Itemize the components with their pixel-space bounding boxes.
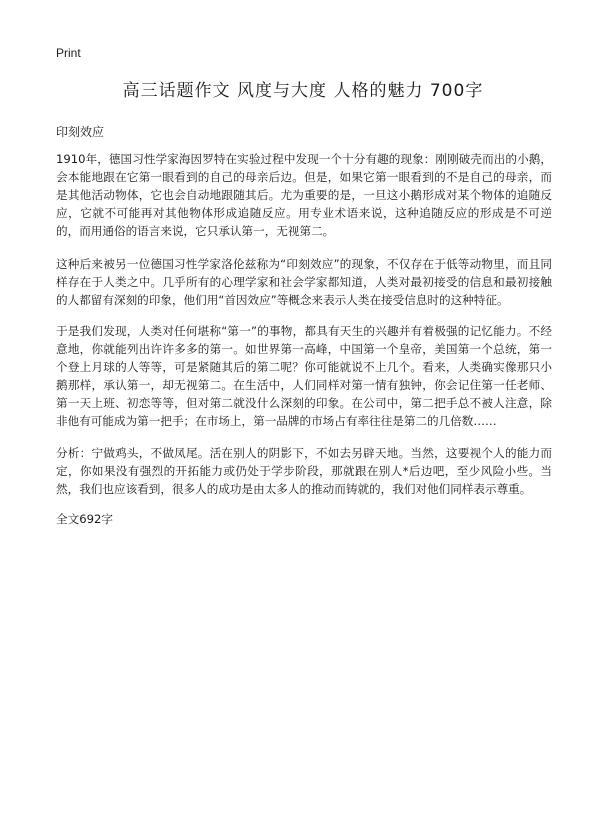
article-body bbox=[56, 150, 552, 527]
word-count: 全文692字 bbox=[56, 512, 113, 526]
analysis-paragraph: 分析：宁做鸡头，不做凤尾。活在别人的阴影下，不如去另辟天地。当然，这要视个人的能力而定，你如果没有强烈的开拓能力或仍处于学步阶段，那就跟在别人*后边吧，至少风险小些。当然，我们也应该看到，很多人的成功是由太多人的推动而铸就的，我们对他们同样表示尊重。 bbox=[56, 446, 552, 496]
paragraph: 于是我们发现，人类对任何堪称“第一”的事物，都具有天生的兴趣并有着极强的记忆能力。不经意地，你就能列出许许多多的第一。如世界第一高峰，中国第一个皇帝，美国第一个总统，第一个登上月球的人等等，可是紧随其后的第二呢？你可能就说不上几个。看来，人类确实像那只小鹅那样，承认第一，却无视第二。在生活中，人们同样对第一情有独钟，你会记住第一任老师、第一天上班、初恋等等，但对第二就没什么深刻的印象。在公司中，第二把手总不被人注意，除非他有可能成为第一把手；在市场上，第一品牌的市场占有率往往是第二的几倍数…… bbox=[56, 324, 552, 428]
paragraph: 这种后来被另一位德国习性学家洛伦兹称为“印刻效应”的现象，不仅存在于低等动物里，而且同样存在于人类之中。几乎所有的心理学家和社会学家都知道，人类对最初接受的信息和最初接触的人都留有深刻的印象，他们用“首因效应”等概念来表示人类在接受信息时的这种特征。 bbox=[56, 257, 552, 307]
print-link[interactable]: Print bbox=[56, 46, 81, 60]
paragraph: 1910年，德国习性学家海因罗特在实验过程中发现一个十分有趣的现象：刚刚破壳而出的小鹅，会本能地跟在它第一眼看到的自己的母亲后边。但是，如果它第一眼看到的不是自己的母亲，而是其他活动物体，它也会自动地跟随其后。尤为重要的是，一旦这小鹅形成对某个物体的追随反应，它就不可能再对其他物体形成追随反应。用专业术语来说，这种追随反应的形成是不可逆的，而用通俗的语言来说，它只承认第一，无视第二。 bbox=[56, 152, 552, 238]
article-title: 高三话题作文 风度与大度 人格的魅力 700字 bbox=[122, 81, 484, 101]
article-subheading: 印刻效应 bbox=[56, 125, 105, 139]
